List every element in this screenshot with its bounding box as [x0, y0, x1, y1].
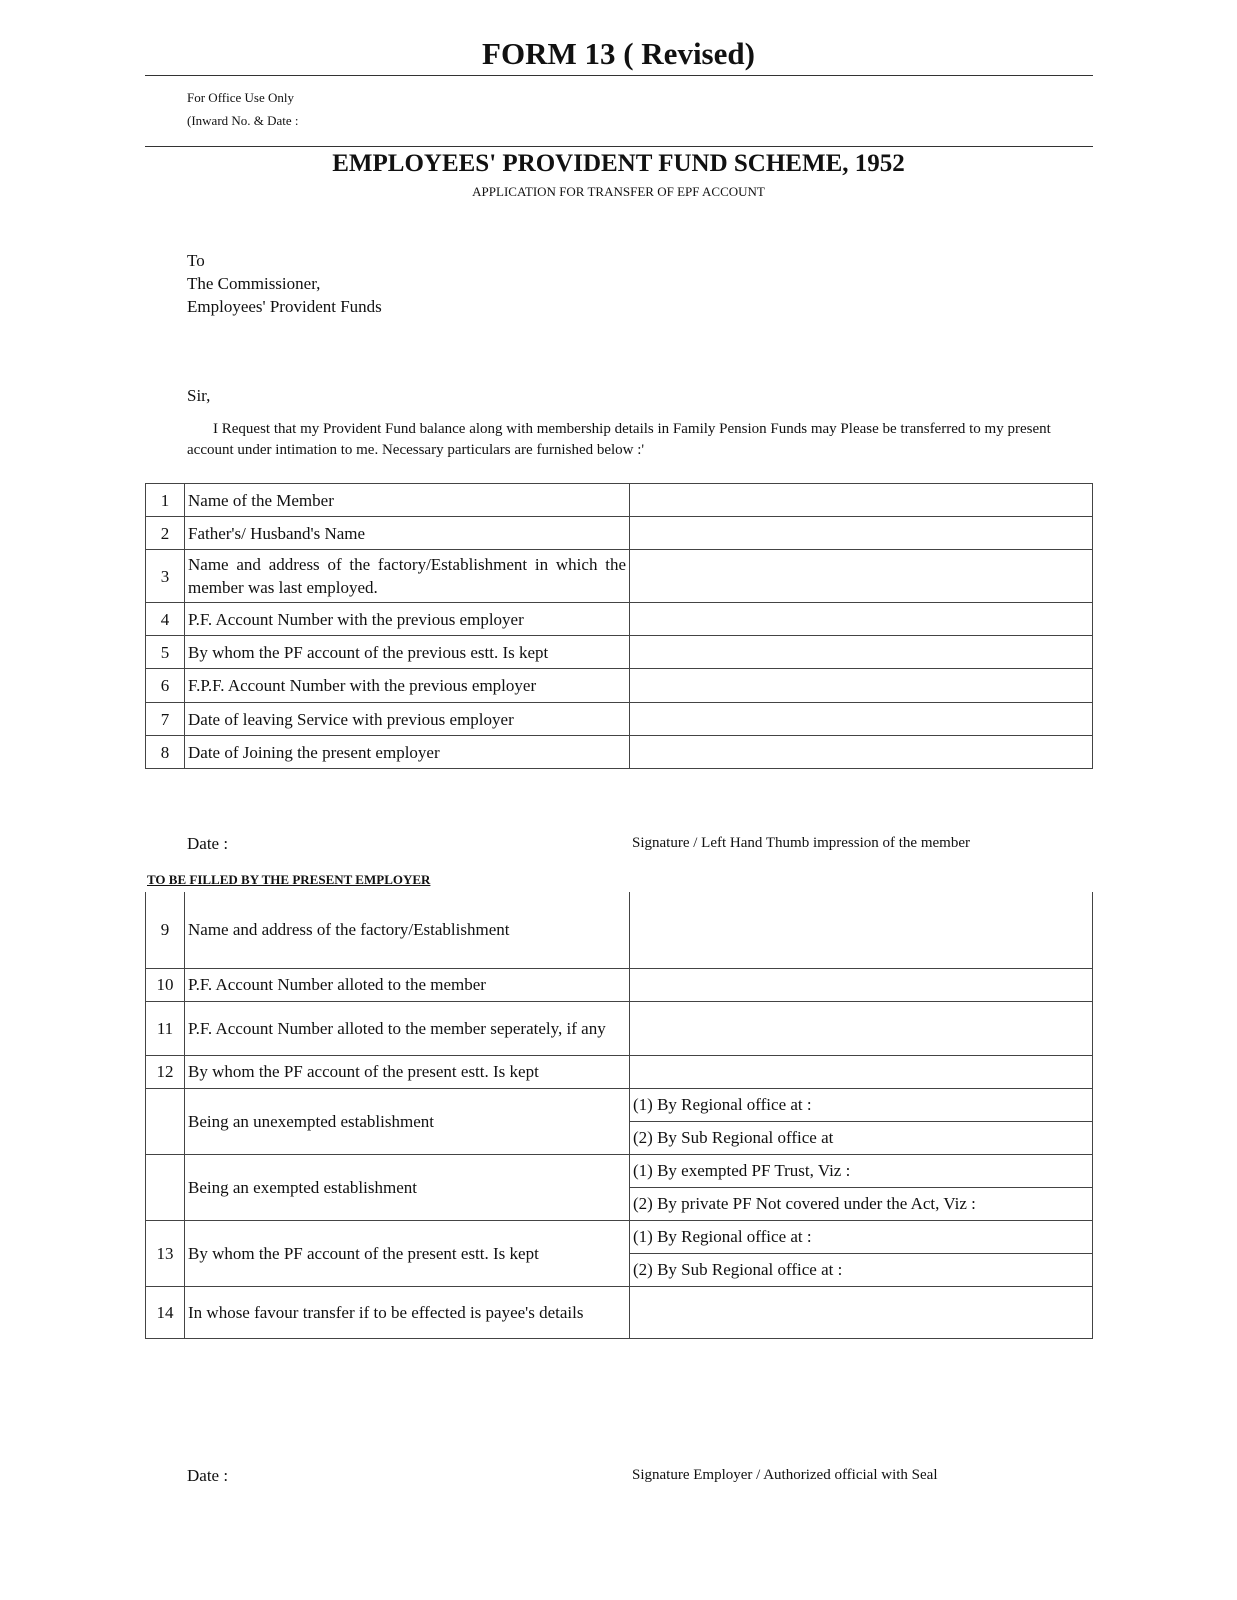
- field-value-input[interactable]: [630, 1286, 1093, 1338]
- field-value-input[interactable]: [630, 669, 1093, 703]
- table-row: [146, 550, 1093, 603]
- row-number: 10: [146, 968, 185, 1001]
- row-number: 5: [146, 636, 185, 669]
- table-row: [146, 603, 1093, 636]
- divider: [145, 146, 1093, 147]
- table-row: [146, 636, 1093, 669]
- scheme-title: EMPLOYEES' PROVIDENT FUND SCHEME, 1952: [332, 150, 905, 177]
- option-field[interactable]: (2) By private PF Not covered under the Act, Viz :: [630, 1187, 1093, 1220]
- table-row: [146, 669, 1093, 703]
- salutation: Sir,: [187, 386, 211, 405]
- row-number: 13: [146, 1220, 185, 1286]
- member-details-table: [145, 483, 1093, 769]
- field-label: P.F. Account Number alloted to the member seperately, if any: [185, 1001, 630, 1055]
- row-number: [146, 1088, 185, 1154]
- divider: [145, 75, 1093, 76]
- field-label: By whom the PF account of the previous estt. Is kept: [185, 636, 630, 669]
- field-value-input[interactable]: [630, 736, 1093, 769]
- table-row: [146, 517, 1093, 550]
- field-label: Father's/ Husband's Name: [185, 517, 630, 550]
- field-label: In whose favour transfer if to be effected is payee's details: [185, 1286, 630, 1338]
- field-value-input[interactable]: [630, 636, 1093, 669]
- field-label: P.F. Account Number with the previous employer: [185, 603, 630, 636]
- field-value-input[interactable]: [630, 517, 1093, 550]
- field-label: P.F. Account Number alloted to the member: [185, 968, 630, 1001]
- row-number: 4: [146, 603, 185, 636]
- table-row: [146, 703, 1093, 736]
- member-date-label: Date :: [187, 834, 229, 853]
- row-number: 1: [146, 484, 185, 517]
- table-row: [146, 1001, 1093, 1055]
- inward-label: (Inward No. & Date :: [187, 113, 299, 128]
- row-number: 7: [146, 703, 185, 736]
- field-label: Date of Joining the present employer: [185, 736, 630, 769]
- field-label: Name and address of the factory/Establishment: [185, 892, 630, 968]
- table-row: [146, 1055, 1093, 1088]
- table-row: [146, 1088, 1093, 1121]
- row-number: 11: [146, 1001, 185, 1055]
- table-row: [146, 484, 1093, 517]
- table-row: [146, 968, 1093, 1001]
- field-value-input[interactable]: [630, 703, 1093, 736]
- row-number: 8: [146, 736, 185, 769]
- row-number: 3: [146, 550, 185, 603]
- row-number: 9: [146, 892, 185, 968]
- employer-section-heading: TO BE FILLED BY THE PRESENT EMPLOYER: [147, 872, 431, 887]
- office-use-label: For Office Use Only: [187, 90, 294, 105]
- option-field[interactable]: (2) By Sub Regional office at :: [630, 1253, 1093, 1286]
- table-row: [146, 892, 1093, 968]
- employer-details-table: [145, 892, 1093, 1339]
- option-field[interactable]: (1) By Regional office at :: [630, 1088, 1093, 1121]
- option-field[interactable]: (2) By Sub Regional office at: [630, 1121, 1093, 1154]
- field-label: F.P.F. Account Number with the previous employer: [185, 669, 630, 703]
- field-label: Being an unexempted establishment: [185, 1088, 630, 1154]
- field-label: Being an exempted establishment: [185, 1154, 630, 1220]
- address-line: Employees' Provident Funds: [187, 297, 382, 316]
- field-value-input[interactable]: [630, 484, 1093, 517]
- field-value-input[interactable]: [630, 603, 1093, 636]
- field-label: By whom the PF account of the present estt. Is kept: [185, 1220, 630, 1286]
- table-row: [146, 1286, 1093, 1338]
- field-label: Name of the Member: [185, 484, 630, 517]
- field-value-input[interactable]: [630, 892, 1093, 968]
- row-number: 14: [146, 1286, 185, 1338]
- subtitle: APPLICATION FOR TRANSFER OF EPF ACCOUNT: [472, 184, 765, 199]
- row-number: 2: [146, 517, 185, 550]
- letter-body: I Request that my Provident Fund balance along with membership details in Family Pension Funds may Please be transferred to my present account under intimation to me. Necessary particulars are furnished below :': [187, 421, 1051, 458]
- field-value-input[interactable]: [630, 1055, 1093, 1088]
- address-line: To: [187, 251, 205, 270]
- option-field[interactable]: (1) By exempted PF Trust, Viz :: [630, 1154, 1093, 1187]
- field-label: Date of leaving Service with previous employer: [185, 703, 630, 736]
- field-value-input[interactable]: [630, 968, 1093, 1001]
- table-row: [146, 1220, 1093, 1253]
- addressee: [187, 249, 382, 318]
- row-number: 6: [146, 669, 185, 703]
- employer-signature-label: Signature Employer / Authorized official with Seal: [632, 1467, 938, 1483]
- form-title: FORM 13 ( Revised): [482, 36, 755, 71]
- employer-date-label: Date :: [187, 1466, 229, 1485]
- address-line: The Commissioner,: [187, 274, 321, 293]
- option-field[interactable]: (1) By Regional office at :: [630, 1220, 1093, 1253]
- row-number: 12: [146, 1055, 185, 1088]
- row-number: [146, 1154, 185, 1220]
- table-row: [146, 1154, 1093, 1187]
- table-row: [146, 736, 1093, 769]
- field-value-input[interactable]: [630, 1001, 1093, 1055]
- field-value-input[interactable]: [630, 550, 1093, 603]
- field-label: Name and address of the factory/Establishment in which the member was last employed.: [185, 550, 630, 603]
- field-label: By whom the PF account of the present estt. Is kept: [185, 1055, 630, 1088]
- member-signature-label: Signature / Left Hand Thumb impression of the member: [632, 835, 970, 851]
